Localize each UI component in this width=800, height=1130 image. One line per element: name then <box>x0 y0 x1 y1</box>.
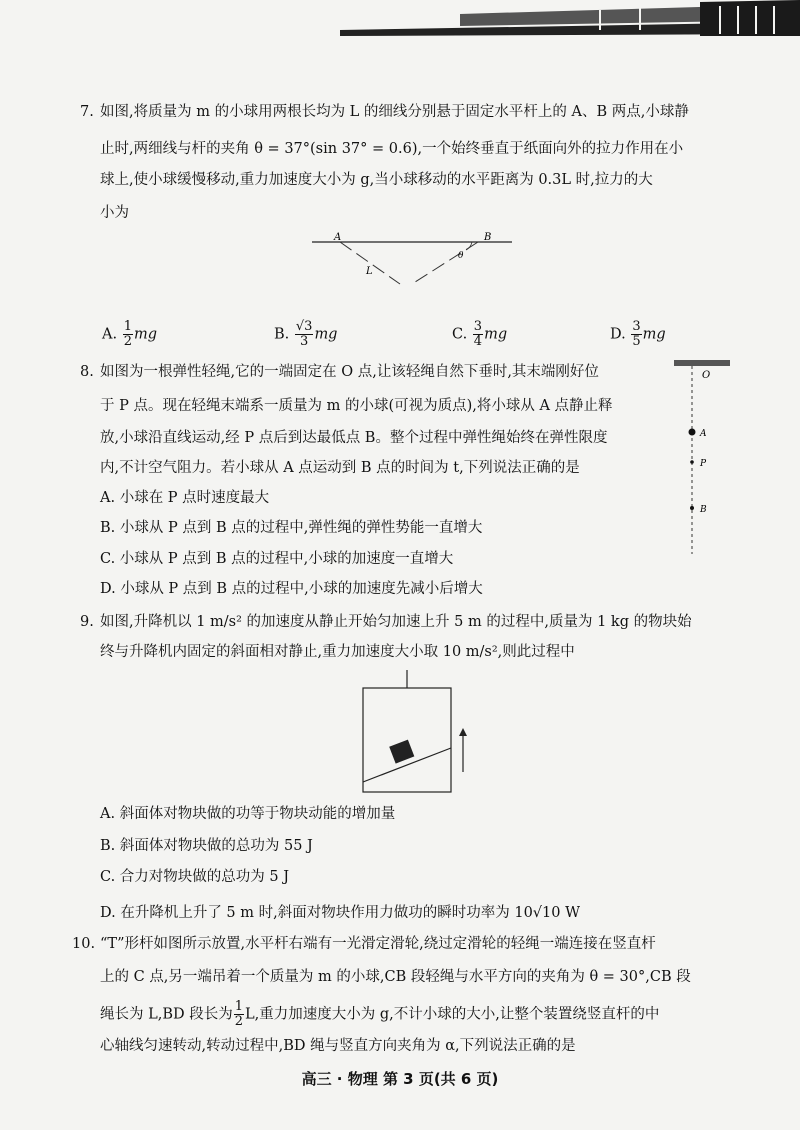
q8-text-line4: 内,不计空气阻力。若小球从 A 点运动到 B 点的时间为 t,下列说法正确的是 <box>100 460 580 476</box>
q7-label-b: B <box>484 232 492 243</box>
q10-text-line3: 绳长为 L,BD 段长为 $\frac{1}{2}$ L,重力加速度大小为 g,不计小球的大小,让整个装置绕竖直杆的中 <box>100 999 660 1029</box>
q8-text-line3: 放,小球沿直线运动,经 P 点后到达最低点 B。整个过程中弹性绳始终在弹性限度 <box>100 430 608 446</box>
q7-option-c: C. $\frac{3}{4}$ mg <box>452 319 508 349</box>
q7-label-theta: θ <box>458 251 464 261</box>
q8-number: 8. <box>80 364 94 380</box>
q10-text-line1: “T”形杆如图所示放置,水平杆右端有一光滑定滑轮,绕过定滑轮的轻绳一端连接在竖直杆 <box>100 936 656 952</box>
q9-option-b: B. 斜面体对物块做的总功为 55 J <box>100 838 313 854</box>
q9-option-c: C. 合力对物块做的总功为 5 J <box>100 869 290 885</box>
q8-text-line1: 如图为一根弹性轻绳,它的一端固定在 O 点,让该轻绳自然下垂时,其末端刚好位 <box>100 364 599 380</box>
q7-option-a: A. $\frac{1}{2}$ mg <box>102 319 158 349</box>
q8-option-a: A. 小球在 P 点时速度最大 <box>100 490 270 506</box>
q10-text-line4: 心轴线匀速转动,转动过程中,BD 绳与竖直方向夹角为 α,下列说法正确的是 <box>100 1038 576 1054</box>
q8-label-p: P <box>700 459 707 469</box>
q7-label-a: A <box>334 232 342 243</box>
q8-figure <box>672 354 732 560</box>
q7-text-line1: 如图,将质量为 m 的小球用两根长均为 L 的细线分别悬于固定水平杆上的 A、B 两点,小球静 <box>100 104 689 120</box>
q8-label-o: O <box>702 370 711 381</box>
q8-label-a: A <box>700 429 707 439</box>
page-footer: 高三 · 物理 第 3 页(共 6 页) <box>301 1070 499 1088</box>
q7-text-line4: 小为 <box>100 205 129 221</box>
q8-option-d: D. 小球从 P 点到 B 点的过程中,小球的加速度先减小后增大 <box>100 581 483 597</box>
q7-option-d: D. $\frac{3}{5}$ mg <box>610 319 666 349</box>
q8-option-c: C. 小球从 P 点到 B 点的过程中,小球的加速度一直增大 <box>100 551 454 567</box>
q9-figure <box>355 668 485 796</box>
q9-text-line1: 如图,升降机以 1 m/s² 的加速度从静止开始匀加速上升 5 m 的过程中,质量为 1 kg 的物块始 <box>100 614 692 630</box>
q7-number: 7. <box>80 104 94 120</box>
q7-option-b: B. $\frac{√3}{3}$ mg <box>274 319 338 349</box>
q7-figure <box>300 228 520 298</box>
q10-number: 10. <box>72 936 96 952</box>
q9-option-d: D. 在升降机上升了 5 m 时,斜面对物块作用力做功的瞬时功率为 10√10 W <box>100 905 580 921</box>
q7-options <box>102 320 742 350</box>
scan-header-strip <box>0 0 800 40</box>
q10-text-line2: 上的 C 点,另一端吊着一个质量为 m 的小球,CB 段轻绳与水平方向的夹角为 θ = 30°,CB 段 <box>100 969 691 985</box>
q7-text-line2: 止时,两细线与杆的夹角 θ = 37°(sin 37° = 0.6),一个始终垂直于纸面向外的拉力作用在小 <box>100 141 684 157</box>
q8-label-b: B <box>700 505 707 515</box>
q7-label-l: L <box>366 266 373 277</box>
q8-text-line2: 于 P 点。现在轻绳末端系一质量为 m 的小球(可视为质点),将小球从 A 点静止释 <box>100 398 613 414</box>
q7-text-line3: 球上,使小球缓慢移动,重力加速度大小为 g,当小球移动的水平距离为 0.3L 时,拉力的大 <box>100 172 653 188</box>
q9-text-line2: 终与升降机内固定的斜面相对静止,重力加速度大小取 10 m/s²,则此过程中 <box>100 644 575 660</box>
q8-option-b: B. 小球从 P 点到 B 点的过程中,弹性绳的弹性势能一直增大 <box>100 520 483 536</box>
q9-option-a: A. 斜面体对物块做的功等于物块动能的增加量 <box>100 806 396 822</box>
q9-number: 9. <box>80 614 94 630</box>
